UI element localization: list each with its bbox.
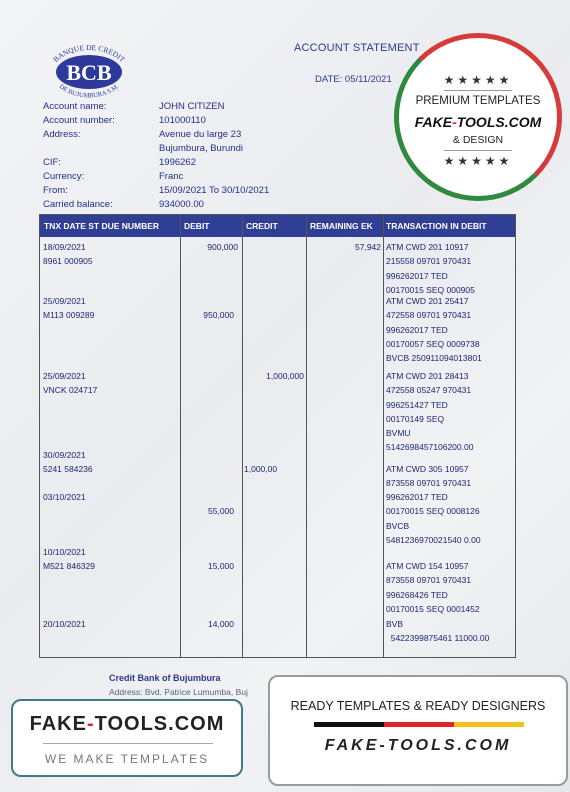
col-header-remaining: REMAINING EK: [310, 221, 373, 231]
txn-date: 03/10/2021: [43, 492, 86, 502]
logo-arc-top: BANQUE DE CREDIT: [51, 43, 127, 64]
transactions-table: [39, 214, 516, 658]
txn-description: ATM CWD 305 10957 873558 09701 970431: [386, 464, 472, 489]
footer-address: Address: Bvd. Patrice Lumumba, Buj: [109, 687, 248, 697]
info-label: Account number:: [43, 115, 115, 126]
watermark-line3: & DESIGN: [452, 134, 504, 146]
txn-credit: 1,000,000: [266, 371, 304, 381]
footer-bank-name: Credit Bank of Bujumbura: [109, 673, 221, 683]
txn-date: 25/09/2021: [43, 371, 86, 381]
txn-ref: 5241 584236: [43, 464, 93, 474]
currency-value: Franc: [159, 171, 184, 182]
txn-debit: 950,000: [203, 310, 234, 320]
info-label: Account name:: [43, 101, 107, 112]
txn-ref: M521 846329: [43, 561, 95, 571]
fake-tools-badge-left: [11, 699, 243, 777]
period-value: 15/09/2021 To 30/10/2021: [159, 185, 270, 196]
cif-value: 1996262: [159, 157, 196, 168]
column-divider: [383, 215, 384, 657]
txn-description: ATM CWD 201 28413 472558 05247 970431 996251427 TED 00170149 SEQ BVMU 5142698457106200.00: [386, 371, 474, 453]
column-divider: [306, 215, 307, 657]
col-header-date: TNX DATE ST DUE NUMBER: [44, 221, 160, 231]
address-line2-value: Bujumbura, Burundi: [159, 143, 243, 154]
col-header-transaction: TRANSACTION IN DEBIT: [386, 221, 487, 231]
txn-date: 10/10/2021: [43, 547, 86, 557]
info-label: Address:: [43, 129, 81, 140]
badge-left-tagline: WE MAKE TEMPLATES: [44, 752, 210, 766]
stars-icon: ★★★★★: [443, 73, 513, 87]
bcb-logo: [44, 43, 134, 101]
stars-icon: ★★★★★: [443, 154, 513, 168]
badge-right-headline: READY TEMPLATES & READY DESIGNERS: [290, 699, 546, 713]
col-header-credit: CREDIT: [246, 221, 278, 231]
txn-ref: VNCK 024717: [43, 385, 98, 395]
flag-stripe-gold: [454, 722, 524, 727]
txn-debit: 900,000: [207, 242, 238, 252]
txn-ref: 8961 000905: [43, 256, 93, 266]
logo-initials: BCB: [66, 60, 112, 85]
txn-description: ATM CWD 201 10917 215558 09701 970431 996262017 TED 00170015 SEQ 000905: [386, 242, 475, 295]
col-header-debit: DEBIT: [184, 221, 210, 231]
info-label: From:: [43, 185, 68, 196]
column-divider: [242, 215, 243, 657]
flag-stripe-red: [384, 722, 454, 727]
txn-debit: 15,000: [208, 561, 234, 571]
info-label: CIF:: [43, 157, 61, 168]
account-number-value: 101000110: [159, 115, 206, 126]
txn-date: 18/09/2021: [43, 242, 86, 252]
info-label: Carried balance:: [43, 199, 113, 210]
divider: [444, 90, 512, 91]
txn-description: BVB 5422399875461 11000.00: [386, 619, 490, 644]
flag-stripe-black: [314, 722, 384, 727]
address-line1-value: Avenue du large 23: [159, 129, 242, 140]
statement-date: DATE: 05/11/2021: [315, 74, 392, 85]
txn-credit: 1,000,00: [244, 464, 278, 474]
txn-debit: 14,000: [208, 619, 234, 629]
fake-tools-badge-right: [268, 675, 568, 786]
divider: [444, 150, 512, 151]
badge-right-brand: FAKE-TOOLS.COM: [324, 737, 512, 754]
txn-description: ATM CWD 154 10957 873558 09701 970431 996268426 TED 00170015 SEQ 0001452: [386, 561, 480, 614]
txn-ref: M113 009289: [43, 310, 95, 320]
info-label: Currency:: [43, 171, 85, 182]
txn-description: ATM CWD 201 25417 472558 09701 970431 996262017 TED 00170057 SEQ 0009738 BVCB 250911094013801: [386, 296, 482, 364]
txn-description: 996262017 TED 00170015 SEQ 0008126 BVCB 5481236970021540 0.00: [386, 492, 481, 545]
account-name-value: JOHN CITIZEN: [159, 101, 225, 112]
divider: [43, 743, 213, 744]
txn-remaining: 57,942: [355, 242, 381, 252]
txn-date: 30/09/2021: [43, 450, 86, 460]
watermark-line1: PREMIUM TEMPLATES: [415, 95, 541, 107]
badge-left-brand: FAKE-TOOLS.COM: [29, 713, 225, 735]
watermark-brand: FAKE-TOOLS.COM: [414, 114, 542, 130]
carried-balance-value: 934000.00: [159, 199, 204, 210]
logo-arc-bottom: DE BUJUMBURA S.M.: [57, 83, 121, 100]
txn-debit: 55,000: [208, 506, 234, 516]
table-header: [40, 215, 515, 237]
statement-title: ACCOUNT STATEMENT: [294, 42, 420, 54]
column-divider: [180, 215, 181, 657]
txn-date: 20/10/2021: [43, 619, 86, 629]
txn-date: 25/09/2021: [43, 296, 86, 306]
